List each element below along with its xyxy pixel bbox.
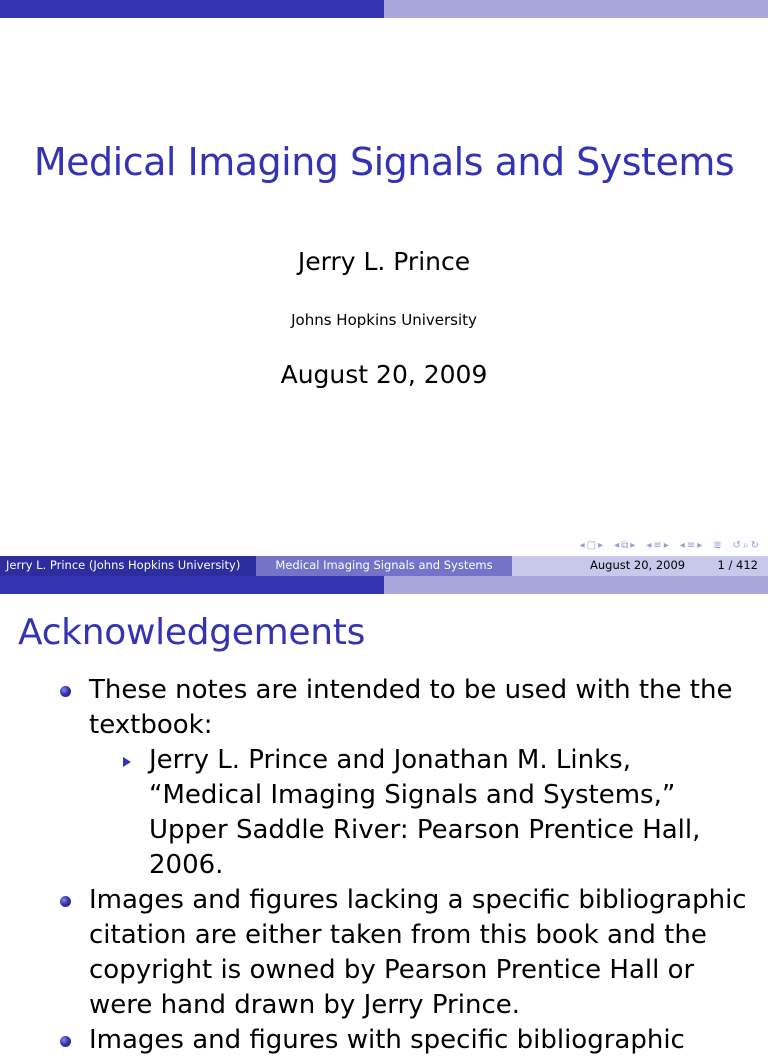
nav-frame-prev-icon[interactable]: ◂ xyxy=(614,539,620,551)
nav-slide-icon[interactable]: □ xyxy=(586,539,597,551)
bullet-icon xyxy=(60,686,71,697)
footline-page-number: 1 / 412 xyxy=(717,558,758,572)
progress-done xyxy=(0,576,384,594)
list-item xyxy=(0,883,768,1023)
footline-date: August 20, 2009 xyxy=(590,558,686,572)
nav-slide-next-icon[interactable]: ▸ xyxy=(598,539,604,551)
progress-remaining xyxy=(384,0,768,18)
footline-title: Medical Imaging Signals and Systems xyxy=(256,556,512,576)
acknowledgements-slide xyxy=(0,576,768,1055)
nav-frame-next-icon[interactable]: ▸ xyxy=(630,539,636,551)
navigation-symbols xyxy=(570,538,760,552)
frame-title: Acknowledgements xyxy=(18,612,366,653)
nav-frame-group xyxy=(613,540,636,551)
nav-frame-icon[interactable]: ⧉ xyxy=(621,539,629,551)
list-item xyxy=(0,673,768,883)
list-item-text: These notes are intended to be used with the the textbook: xyxy=(89,675,733,740)
progress-remaining xyxy=(384,576,768,594)
list-item-text: Images and figures lacking a specific bibliographic citation are either taken from this book and the copyright is owned by Pearson Prentice Hall or were hand drawn by Jerry Prince. xyxy=(89,885,747,1020)
footline xyxy=(0,556,768,576)
presentation-title: Medical Imaging Signals and Systems xyxy=(33,140,735,184)
nav-tools-group xyxy=(732,540,760,551)
nav-search-icon[interactable]: ⌕ xyxy=(743,539,749,551)
nav-section-icon[interactable]: ≡ xyxy=(686,539,696,551)
nav-forward-icon[interactable]: ↻ xyxy=(750,539,759,551)
nav-subsection-prev-icon[interactable]: ◂ xyxy=(646,539,652,551)
nav-slide-group xyxy=(579,540,605,551)
triangle-bullet-icon xyxy=(123,757,131,767)
sub-list-item xyxy=(89,743,748,883)
bullet-icon xyxy=(60,896,71,907)
presentation-date: August 20, 2009 xyxy=(280,360,488,389)
footline-author: Jerry L. Prince (Johns Hopkins University) xyxy=(0,556,256,576)
nav-section-group xyxy=(679,540,703,551)
institute-name: Johns Hopkins University xyxy=(291,311,477,329)
nav-subsection-next-icon[interactable]: ▸ xyxy=(663,539,669,551)
footline-info xyxy=(512,556,768,576)
progress-bar xyxy=(0,576,768,594)
slide-body xyxy=(0,673,768,1058)
progress-done xyxy=(0,0,384,18)
nav-section-prev-icon[interactable]: ◂ xyxy=(679,539,685,551)
nav-subsection-icon[interactable]: ≡ xyxy=(653,539,662,551)
list-item xyxy=(0,1023,768,1058)
nav-subsection-group xyxy=(645,540,669,551)
nav-document-icon[interactable]: ≣ xyxy=(713,539,722,551)
nav-document-group xyxy=(712,540,722,551)
nav-slide-prev-icon[interactable]: ◂ xyxy=(579,539,585,551)
progress-bar xyxy=(0,0,768,18)
nav-section-next-icon[interactable]: ▸ xyxy=(697,539,703,551)
bullet-icon xyxy=(60,1036,71,1047)
list-item-text: Images and figures with specific bibliographic xyxy=(89,1025,685,1055)
nav-back-icon[interactable]: ↺ xyxy=(732,539,741,551)
sub-list-item-text: Jerry L. Prince and Jonathan M. Links, “Medical Imaging Signals and Systems,” Upper Saddle River: Pearson Prentice Hall, 2006. xyxy=(149,745,701,880)
author-name: Jerry L. Prince xyxy=(297,247,471,276)
